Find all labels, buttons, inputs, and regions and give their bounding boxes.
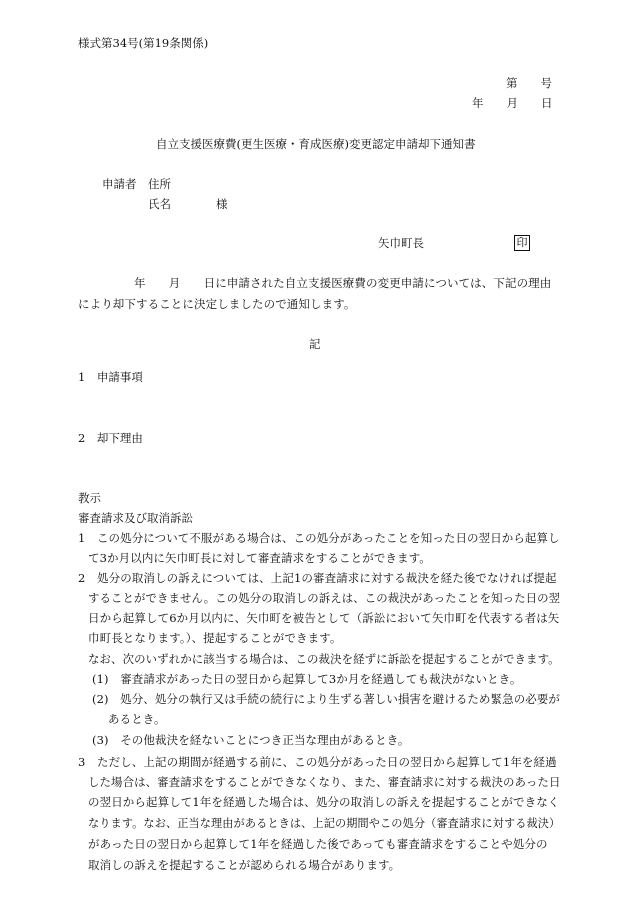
name-label: 氏名	[148, 197, 171, 211]
notice-sub1: (1) 審査請求があった日の翌日から起算して3か月を経過しても裁決がないとき。	[92, 672, 522, 686]
notice-p2-l1: 2 処分の取消しの訴えについては、上記1の審査請求に対する裁決を経た後でなければ提起	[78, 571, 557, 585]
notice-p2-l5: なお、次のいずれかに該当する場合は、この裁決を経ずに訴訟を提起することができます。	[88, 652, 560, 666]
address-label: 住所	[148, 177, 171, 191]
body-line-1: 年 月 日に申請された自立支援医療費の変更申請については、下記の理由	[134, 276, 552, 290]
notice-p2-l4: 巾町長となります。）、提起することができます。	[88, 631, 342, 645]
document-title: 自立支援医療費(更生医療・育成医療)変更認定申請却下通知書	[156, 137, 476, 151]
applicant-label: 申請者	[102, 177, 137, 191]
notice-p1-l1: 1 この処分について不服がある場合は、この処分があったことを知った日の翌日から起算し	[78, 531, 560, 545]
notice-heading: 教示	[78, 491, 101, 505]
body-line-2: により却下することに決定しましたので通知します。	[78, 297, 356, 311]
notice-sub2-l1: (2) 処分、処分の執行又は手続の続行により生ずる著しい損害を避けるため緊急の必要が	[92, 692, 561, 706]
honorific: 様	[216, 197, 228, 211]
issuer-name: 矢巾町長	[378, 236, 424, 250]
notice-p3-l2: した場合は、審査請求をすることができなくなり、また、審査請求に対する裁決のあった日	[88, 775, 561, 789]
ki-heading: 記	[309, 337, 321, 351]
seal-box: 印	[514, 235, 530, 251]
notice-sub2-l2: あるとき。	[108, 712, 166, 726]
notice-p3-l5: があった日の翌日から起算して1年を経過した後であっても審査請求をすることや処分の	[88, 837, 548, 851]
notice-p3-l1: 3 ただし、上記の期間が経過する前に、この処分があった日の翌日から起算して1年を経過	[78, 755, 557, 769]
document-date: 年 月 日	[472, 96, 553, 110]
notice-p3-l6: 取消しの訴えを提起することが認められる場合があります。	[88, 858, 401, 872]
notice-sub3: (3) その他裁決を経ないことにつき正当な理由があるとき。	[92, 733, 410, 747]
seal-mark	[514, 235, 530, 251]
notice-p3-l4: なります。なお、正当な理由があるときは、上記の期間やこの処分（審査請求に対する裁決）	[88, 816, 561, 830]
item-reason: 2 却下理由	[78, 431, 143, 445]
notice-p1-l2: て3か月以内に矢巾町長に対して審査請求をすることができます。	[88, 551, 431, 565]
notice-p2-l3: 日から起算して6か月以内に、矢巾町を被告として（訴訟において矢巾町を代表する者は矢	[88, 611, 560, 625]
notice-subheading: 審査請求及び取消訴訟	[78, 511, 193, 525]
document-number: 第 号	[506, 76, 552, 90]
form-label: 様式第34号(第19条関係)	[78, 36, 209, 50]
notice-p3-l3: の翌日から起算して1年を経過した場合は、処分の取消しの訴えを提起することができなく	[88, 795, 560, 809]
notice-p2-l2: することができません。この処分の取消しの訴えは、この裁決があったことを知った日の翌	[88, 591, 561, 605]
item-application: 1 申請事項	[78, 370, 143, 384]
